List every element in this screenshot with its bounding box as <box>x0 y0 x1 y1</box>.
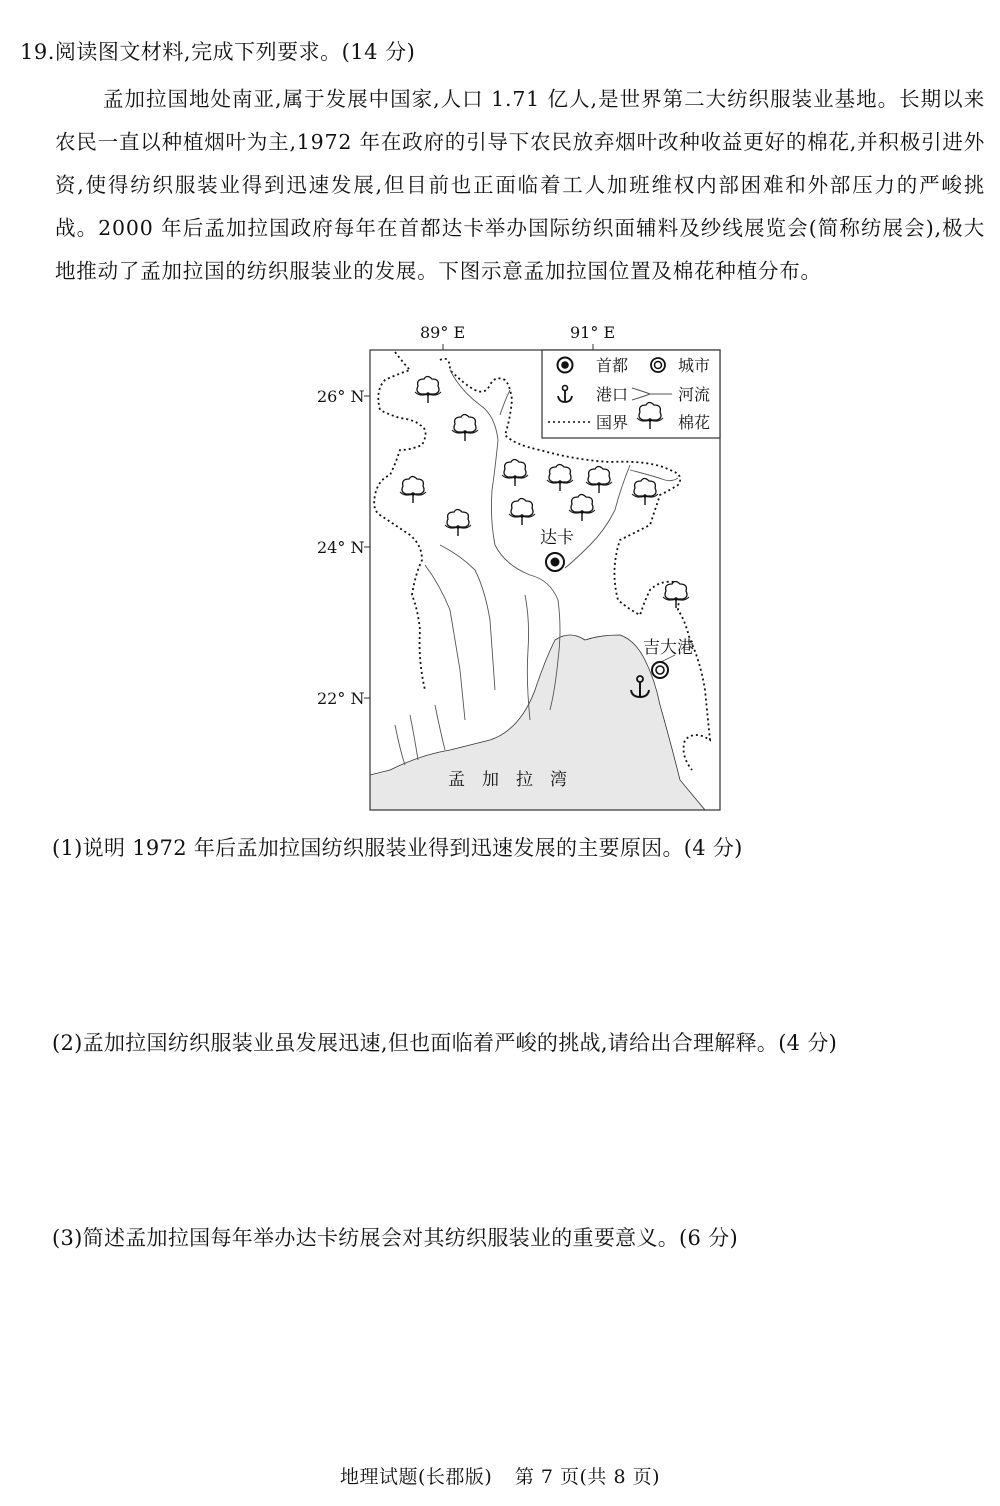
footer-page-number: 第 7 页(共 8 页) <box>514 1466 661 1488</box>
lon-label-89: 89° E <box>420 323 466 342</box>
sub-question-3: (3)简述孟加拉国每年举办达卡纺展会对其纺织服装业的重要意义。(6 分) <box>52 1226 738 1250</box>
port-city-label: 吉大港 <box>643 638 694 658</box>
sub-question-2: (2)孟加拉国纺织服装业虽发展迅速,但也面临着严峻的挑战,请给出合理解释。(4 分) <box>52 1031 838 1055</box>
map-legend <box>542 350 720 438</box>
question-title: 19.阅读图文材料,完成下列要求。(14 分) <box>20 40 416 64</box>
page-footer <box>0 1462 1000 1489</box>
legend-capital: 首都 <box>596 356 629 375</box>
capital-label: 达卡 <box>540 528 574 548</box>
lat-label-22: 22° N <box>317 689 365 708</box>
legend-river: 河流 <box>678 385 711 404</box>
legend-cotton: 棉花 <box>678 413 711 432</box>
legend-port: 港口 <box>596 385 629 404</box>
footer-subject: 地理试题(长郡版) <box>339 1466 493 1488</box>
bangladesh-map <box>300 310 730 820</box>
lon-label-91: 91° E <box>570 323 616 342</box>
legend-border: 国界 <box>596 413 629 432</box>
sub-question-1: (1)说明 1972 年后孟加拉国纺织服装业得到迅速发展的主要原因。(4 分) <box>52 836 743 860</box>
legend-city: 城市 <box>678 356 711 375</box>
bay-label: 孟 加 拉 湾 <box>448 770 567 790</box>
lat-label-26: 26° N <box>317 387 365 406</box>
material-paragraph: 孟加拉国地处南亚,属于发展中国家,人口 1.71 亿人,是世界第二大纺织服装业基地。长期以来农民一直以种植烟叶为主,1972 年在政府的引导下农民放弃烟叶改种收益更好的棉花,并积极引进外资,使得纺织服装业得到迅速发展,但目前也正面临着工人加班维权内部困难和外部压力的严峻挑战。2000 年后孟加拉国政府每年在首都达卡举办国际纺织面辅料及纱线展览会(简称纺展会),极大地推动了孟加拉国的纺织服装业的发展。下图示意孟加拉国位置及棉花种植分布。 <box>55 87 985 283</box>
lat-label-24: 24° N <box>317 538 365 557</box>
